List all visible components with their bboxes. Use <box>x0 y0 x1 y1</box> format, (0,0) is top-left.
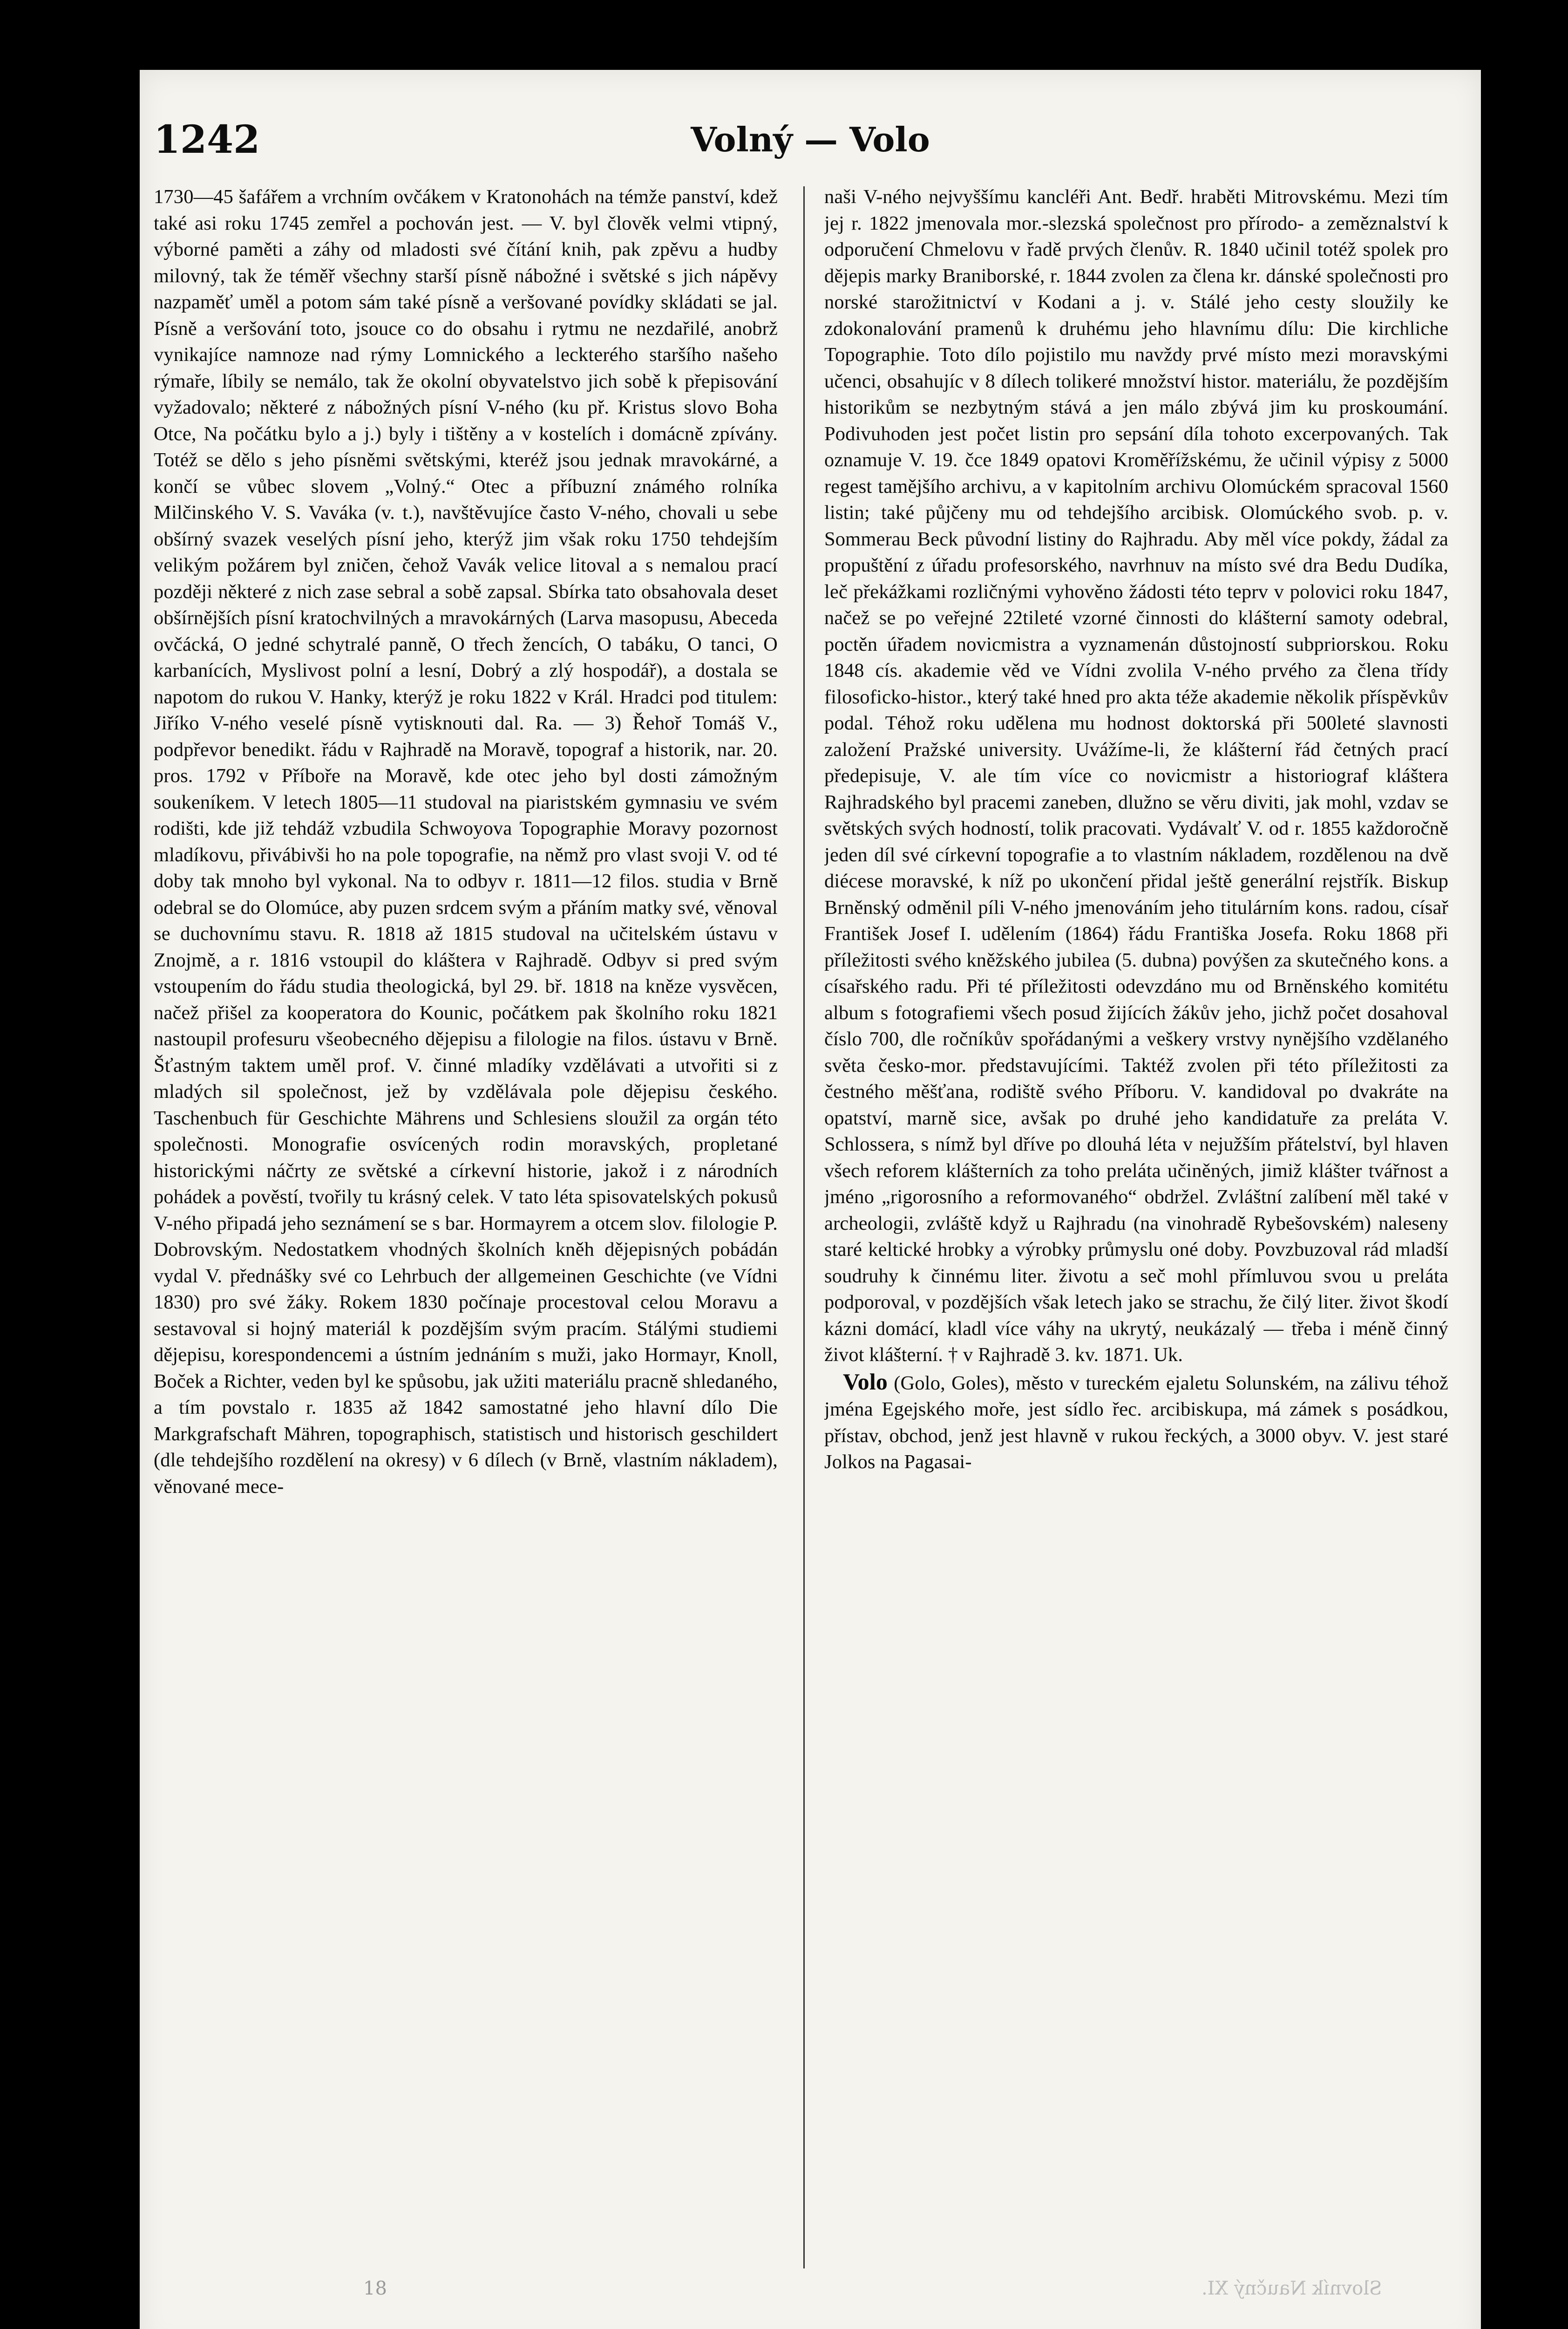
footer-bleedthrough: Slovník Naučný XI. <box>1201 2278 1382 2299</box>
dictionary-page <box>140 70 1481 2329</box>
entry-text: (Golo, Goles), město v tureckém ejaletu Solunském, na zálivu téhož jména Egejského moře, jest sídlo řec. arcibiskupa, má zámek s posádkou, přístav, obchod, jenž jest hlavně v rukou řeckých, a 3000 obyv. V. jest staré Jolkos na Pagasai- <box>824 1372 1448 1473</box>
entry-paragraph: naši V-ného nejvyššímu kancléři Ant. Bedř. hraběti Mitrovskému. Mezi tím jej r. 1822 jmenovala mor.-slezská společnost pro přírodo- a zeměznalství k odporučení Chmelovu v řadě prvých členův. R. 1840 učinil totéž spolek pro dějepis marky Braniborské, r. 1844 zvolen za člena kr. dánské společnosti pro norské starožitnictví v Kodani a j. v. Stálé jeho cesty sloužily ke zdokonalování pramenů k druhému jeho hlavnímu dílu: Die kirchliche Topographie. Toto dílo pojistilo mu navždy prvé místo mezi moravskými učenci, obsahujíc v 8 dílech tolikeré množství histor. materiálu, že pozdějším historikům se nezbytným stává a jen málo zbývá jim ku proskoumání. Podivuhoden jest počet listin pro sepsání díla tohoto excerpovaných. Tak oznamuje V. 19. čce 1849 opatovi Kroměřížskému, že učinil výpisy z 5000 regest tamějšího archivu, a v kapitolním archivu Olomúckém spracoval 1560 listin; také půjčeny mu od tehdejšího arcibisk. Olomúckého svob. p. v. Sommerau Beck původní listiny do Rajhradu. Aby měl více pokdy, žádal za propuštění z úřadu profesorského, navrhnuv na místo své dra Bedu Dudíka, leč překážkami rozličnými vyhověno žádosti této teprv v polovici roku 1847, načež se po veřejné 22tileté vzorné činnosti do klášterní samoty odebral, poctěn úřadem novicmistra a vyznamenán důstojností subpriorskou. Roku 1848 cís. akademie věd ve Vídni zvolila V-ného prvého za člena třídy filosoficko-histor., který také hned pro akta téže akademie několik příspěvkův podal. Téhož roku udělena mu hodnost doktorská při 500leté slavnosti založení Pražské university. Uvážíme-li, že klášterní řád četných prací předepisuje, V. ale tím více co novicmistr a historiograf kláštera Rajhradského byl pracemi zaneben, dlužno se věru diviti, jak mohl, vzdav se světských svých hodností, tolik pracovati. Vydávalť V. od r. 1855 každoročně jeden díl své církevní topografie a to vlastním nákladem, rozdělenou na dvě diécese moravské, k níž po ukončení přidal ještě generální rejstřík. Biskup Brněnský odměnil píli V-ného jmenováním jeho titulárním kons. radou, císař František Josef I. udělením (1864) řádu Františka Josefa. Roku 1868 při příležitosti svého kněžského jubilea (5. dubna) povýšen za skutečného kons. a císařského radu. Při té příležitosti odevzdáno mu od Brněnského komitétu album s fotografiemi všech posud žijících žákův jeho, jichž počet dosahoval číslo 700, dle ročníkův spořádanými a veškery vrstvy nynějšího vzdělaného světa česko-mor. představujícími. Taktéž zvolen při této příležitosti za čestného měšťana, rodiště svého Příboru. V. kandidoval po dvakráte na opatství, marně sice, avšak po druhé jeho kandidatuře za preláta V. Schlossera, s nímž byl dříve po dlouhá léta v nejužším přátelství, byl hlaven všech reforem klášterních za toho preláta učiněných, jimiž klášter tvářnost a jméno „rigorosního a reformovaného“ obdržel. Zvláštní zalíbení měl také v archeologii, zvláště když u Rajhradu (na vinohradě Rybešovském) naleseny staré keltické hrobky a výrobky průmyslu oné doby. Povzbuzoval rád mladší soudruhy k činnému liter. životu a seč mohl přímluvou svou u preláta podporoval, v pozdějších však letech jako se strachu, že čilý liter. život škodí kázni domácí, kladl více váhy na ukrytý, neukázalý — třeba i méně činný život klášterní. † v Rajhradě 3. kv. 1871. Uk. <box>824 186 1448 1366</box>
page-number: 1242 <box>154 117 260 162</box>
column-divider <box>803 186 805 2268</box>
entry-volo <box>824 1369 1448 1476</box>
footer-mark: 18 <box>363 2278 387 2299</box>
left-column <box>154 184 778 2271</box>
entry-paragraph: 1730—45 šafářem a vrchním ovčákem v Kratonohách na témže panství, kdež také asi roku 1745 zemřel a pochován jest. — V. byl člověk velmi vtipný, výborné paměti a záhy od mladosti své čítání knih, pak zpěvu a hudby milovný, tak že téměř všechny starší písně nábožné i světské s jich nápěvy nazpaměť uměl a potom sám také písně a veršované povídky skládati se jal. Písně a veršování toto, jsouce co do obsahu i rytmu ne nezdařilé, anobrž vynikajíce namnoze nad rýmy Lomnického a leckterého staršího našeho rýmaře, líbily se nemálo, tak že okolní obyvatelstvo jich sobě k přepisování vyžadovalo; některé z nábožných písní V-ného (ku př. Kristus slovo Boha Otce, Na počátku bylo a j.) byly i tištěny a v kostelích i domácně zpívány. Totéž se dělo s jeho písněmi světskými, kteréž jsou jednak mravokárné, a končí se vůbec slovem „Volný.“ Otec a příbuzní známého rolníka Milčinského V. S. Vaváka (v. t.), navštěvujíce často V-ného, chovali u sebe obšírný svazek veselých písní jeho, kterýž jim však roku 1750 tehdejším velikým požárem byl zničen, čehož Vavák velice litoval a s nemalou prací později některé z nich zase sebral a sobě zapsal. Sbírka tato obsahovala deset obšírnějších písní kratochvilných a mravokárných (Larva masopusu, Abeceda ovčácká, O jedné schytralé panně, O třech žencích, O tabáku, O tanci, O karbanících, Myslivost polní a lesní, Dobrý a zlý hospodář), a dostala se napotom do rukou V. Hanky, kterýž je roku 1822 v Král. Hradci pod titulem: Jiříko V-ného veselé písně vytisknouti dal. Ra. — 3) Řehoř Tomáš V., podpřevor benedikt. řádu v Rajhradě na Moravě, topograf a historik, nar. 20. pros. 1792 v Příboře na Moravě, kde otec jeho byl dosti zámožným soukeníkem. V letech 1805—11 studoval na piaristském gymnasiu ve svém rodišti, kde již tehdáž vzbudila Schwoyova Topographie Moravy pozornost mladíkovu, přivábivši ho na pole topografie, na němž pro vlast svoji V. od té doby tak mnoho byl vykonal. Na to odbyv r. 1811—12 filos. studia v Brně odebral se do Olomúce, aby puzen srdcem svým a přáním matky své, věnoval se duchovnímu stavu. R. 1818 až 1815 studoval na učitelském ústavu v Znojmě, a r. 1816 vstoupil do kláštera v Rajhradě. Odbyv si pred svým vstoupením do řádu studia theologická, byl 29. bř. 1818 na kněze vysvěcen, načež přišel za kooperatora do Kounic, počátkem pak školního roku 1821 nastoupil profesuru všeobecného dějepisu a filologie na filos. ústavu v Brně. Šťastným taktem uměl prof. V. činné mladíky vzdělávati a utvořiti si z mladých sil společnost, jež by vzdělávala pole dějepisu českého. Taschenbuch für Geschichte Mährens und Schlesiens sloužil za orgán této společnosti. Monografie osvícených rodin moravských, propletané historickými náčrty ze světské a církevní historie, jakož i z národních pohádek a pověstí, tvořily tu krásný celek. V tato léta spisovatelských pokusů V-ného připadá jeho seznámení se s bar. Hormayrem a otcem slov. filologie P. Dobrovským. Nedostatkem vhodných školních kněh dějepisných pobádán vydal V. přednášky své co Lehrbuch der allgemeinen Geschichte (ve Vídni 1830) pro své žáky. Rokem 1830 počínaje procestoval celou Moravu a sestavoval si hojný materiál k pozdějším svým pracím. Stálými studiemi dějepisu, korespondencemi a ústním jednáním s muži, jako Hormayr, Knoll, Boček a Richter, veden byl ke spůsobu, jak užiti materiálu pracně shledaného, a tím povstalo r. 1835 až 1842 samostatné jeho hlavní dílo Die Markgrafschaft Mähren, topographisch, statistisch und historisch geschildert (dle tehdejšího rozdělení na okresy) v 6 dílech (v Brně, vlastním nákladem), věnované mece- <box>154 186 778 1498</box>
running-head: Volný — Volo <box>691 120 930 159</box>
headword: Volo <box>843 1368 888 1395</box>
right-column <box>824 184 1448 2271</box>
